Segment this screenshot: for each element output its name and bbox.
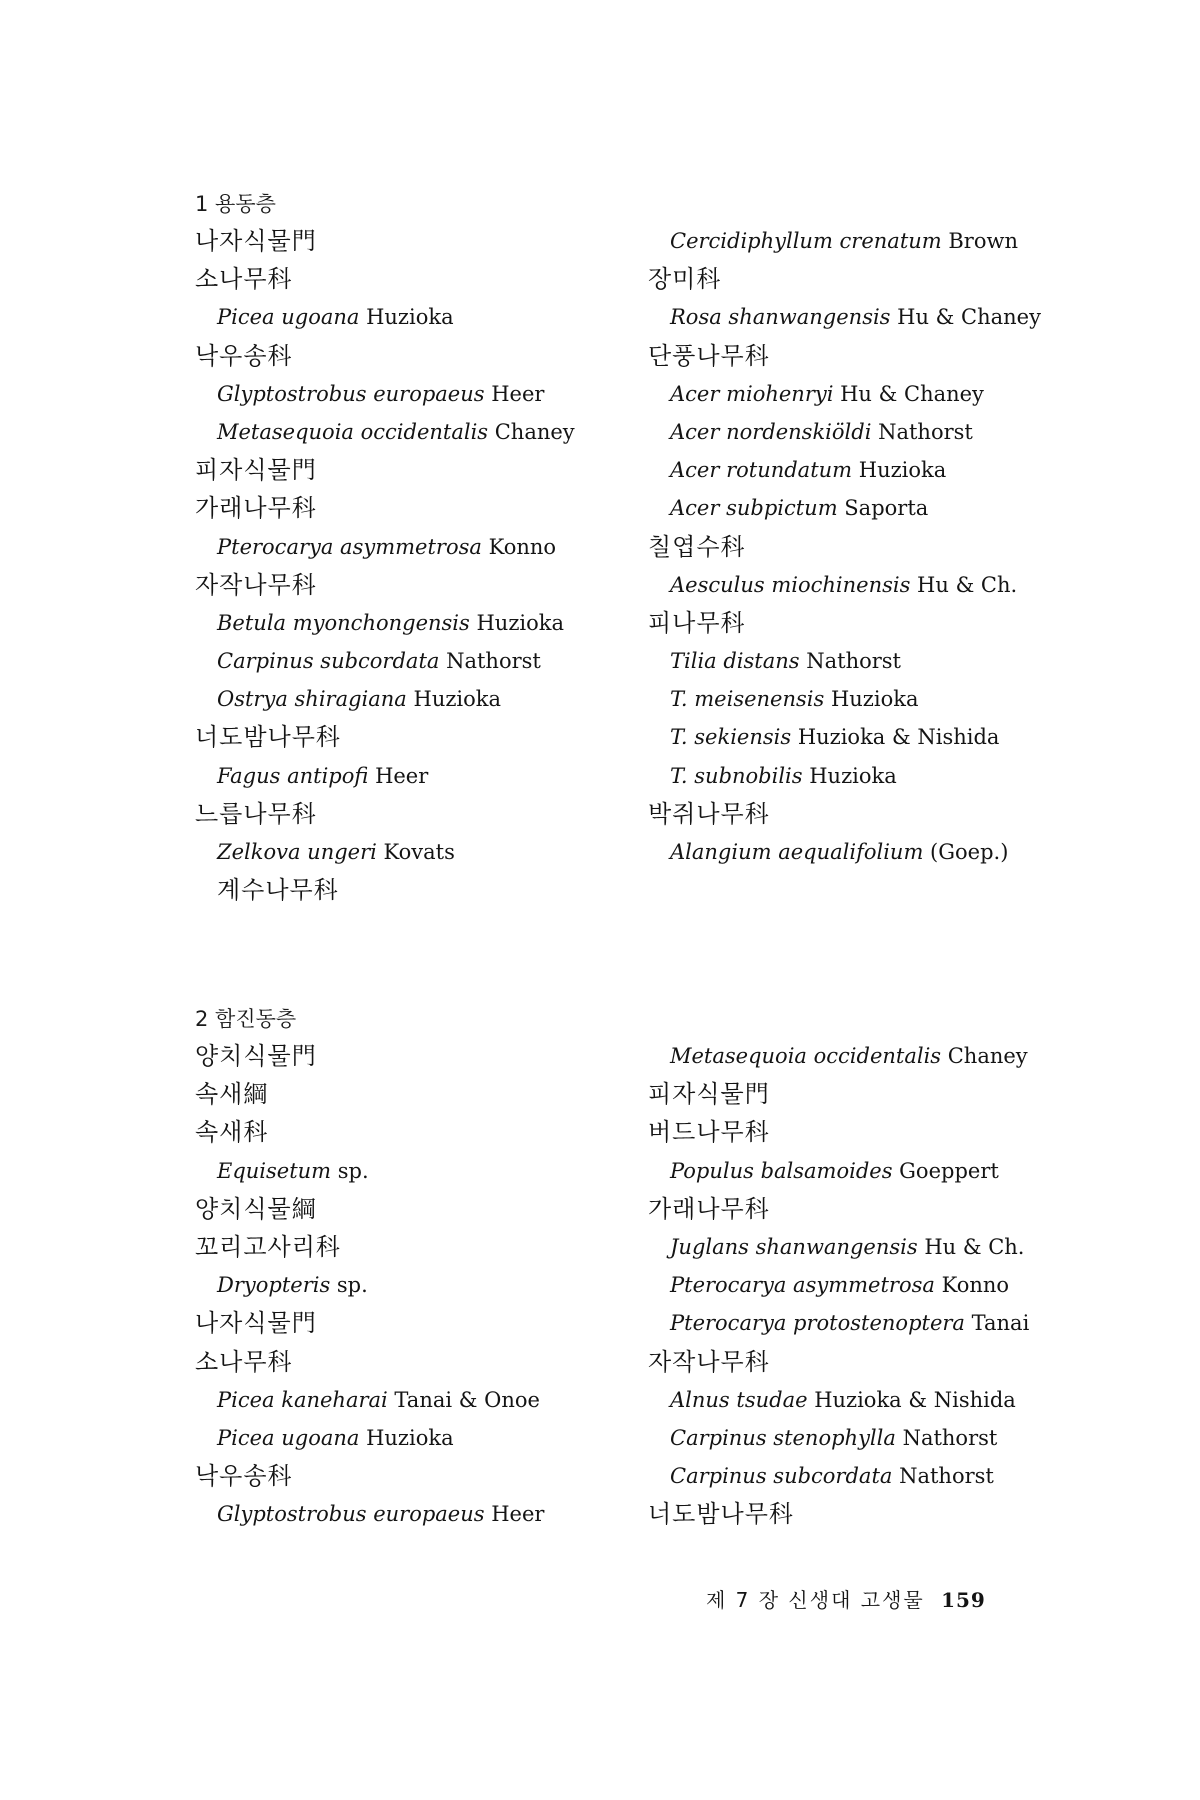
taxon-heading: 소나무科 [195,1347,293,1376]
species-entry [648,1228,1029,1266]
taxon-heading: 느릅나무科 [195,799,317,828]
page-number: 159 [941,1588,986,1612]
species-entry [195,1266,544,1304]
species-entry [648,718,1041,756]
species-author: Konno [481,534,557,559]
species-name: T. subnobilis [670,763,803,788]
species-name: Juglans shanwangensis [670,1234,918,1259]
species-entry [195,1495,544,1533]
species-author: Huzioka & Nishida [807,1387,1016,1412]
species-entry [648,1037,1029,1075]
species-entry [195,375,575,413]
species-author: Huzioka [359,1425,454,1450]
species-name: Fagus antipofi [217,763,369,788]
species-author: Heer [484,381,545,406]
species-name: Pterocarya protostenoptera [670,1311,965,1336]
species-author: Huzioka [852,458,947,483]
species-entry [648,642,1041,680]
species-name: Glyptostrobus europaeus [217,1502,485,1527]
species-name: Alangium aequalifolium [670,840,924,864]
species-author: Kovats [376,840,455,864]
species-name: T. sekiensis [670,725,792,750]
species-name: Acer nordenskiöldi [670,419,872,444]
species-author: sp. [330,1273,368,1298]
species-name: Carpinus stenophylla [670,1425,896,1450]
species-entry [648,489,1041,527]
species-author: Hu & Ch. [917,1234,1025,1259]
species-name: Picea ugoana [217,1425,360,1450]
species-entry [195,298,575,336]
species-name: Picea ugoana [217,305,360,330]
species-author: Hu & Chaney [890,305,1041,330]
section-1-left-column [195,222,575,909]
species-author: Huzioka [824,687,919,712]
species-author: Heer [484,1502,545,1527]
taxon-heading: 꼬리고사리科 [195,1232,341,1261]
species-name: Dryopteris [217,1273,331,1298]
taxon-heading: 피자식물門 [648,1080,770,1109]
taxon-heading: 가래나무科 [195,494,317,523]
taxon-heading: 나자식물門 [195,227,317,255]
species-name: Rosa shanwangensis [670,305,891,330]
species-name: Metasequoia occidentalis [670,1044,942,1068]
species-entry [648,1419,1029,1457]
species-name: Pterocarya asymmetrosa [217,534,482,559]
species-name: Picea kaneharai [217,1387,388,1412]
species-entry [648,1152,1029,1190]
species-author: Chaney [941,1044,1028,1068]
species-entry [648,680,1041,718]
species-name: Equisetum [217,1158,332,1183]
taxon-heading: 계수나무科 [217,876,339,905]
species-name: Acer rotundatum [670,458,853,483]
species-author: Nathorst [799,649,901,674]
section-1-right-column [648,222,1041,871]
taxon-heading: 피나무科 [648,608,746,637]
species-author: Huzioka [406,687,502,712]
taxon-heading: 낙우송科 [195,1462,293,1491]
species-entry [195,528,575,566]
taxon-heading: 단풍나무科 [648,341,770,370]
species-entry [195,833,575,871]
species-author: Chaney [488,419,575,444]
taxon-heading: 속새科 [195,1118,269,1147]
page-footer [706,1584,986,1613]
taxon-heading: 박쥐나무科 [648,799,770,828]
species-author: (Goep.) [923,840,1009,864]
species-author: Nathorst [439,649,541,674]
species-entry [195,1152,544,1190]
species-author: Nathorst [895,1425,998,1450]
species-author: Nathorst [871,419,973,444]
species-entry [648,757,1041,795]
taxon-heading: 너도밤나무科 [648,1500,794,1529]
species-name: Metasequoia occidentalis [217,419,489,444]
taxon-heading: 소나무科 [195,265,293,294]
species-name: Alnus tsudae [670,1387,808,1412]
species-entry [195,1381,544,1419]
species-name: Glyptostrobus europaeus [217,381,485,406]
taxon-heading: 낙우송科 [195,341,293,370]
species-entry [195,1419,544,1457]
species-author: Huzioka & Nishida [791,725,1000,750]
taxon-heading: 피자식물門 [195,456,317,485]
species-entry [648,298,1041,336]
species-entry [648,1304,1029,1342]
species-author: Hu & Ch. [910,572,1018,597]
taxon-heading: 양치식물門 [195,1042,317,1070]
species-name: Tilia distans [670,649,800,674]
species-entry [195,413,575,451]
species-entry [648,1457,1029,1495]
section-2-right-column [648,1037,1029,1533]
species-name: T. meisenensis [670,687,825,712]
species-author: Tanai [964,1311,1030,1336]
taxon-heading: 가래나무科 [648,1194,770,1223]
species-name: Zelkova ungeri [217,840,377,864]
species-author: Huzioka [469,610,564,635]
species-name: Pterocarya asymmetrosa [670,1273,935,1298]
species-name: Betula myonchongensis [217,610,470,635]
section-1-title: 1 용동층 [195,192,276,216]
species-entry [195,680,575,718]
section-2-title: 2 함진동층 [195,1007,297,1031]
species-author: Brown [941,229,1018,253]
species-author: Goeppert [892,1158,999,1183]
species-author: Heer [368,763,429,788]
species-author: sp. [331,1158,369,1183]
species-entry [648,413,1041,451]
taxon-heading: 나자식물門 [195,1309,317,1338]
species-name: Carpinus subcordata [217,649,440,674]
taxon-heading: 장미科 [648,265,722,294]
chapter-title: 제 7 장 신생대 고생물 [706,1588,925,1612]
species-entry [648,1381,1029,1419]
taxon-heading: 버드나무科 [648,1118,770,1147]
section-2-left-column [195,1037,544,1533]
species-entry [195,757,575,795]
species-author: Nathorst [892,1464,994,1489]
species-entry [195,604,575,642]
species-entry [648,1266,1029,1304]
species-author: Tanai & Onoe [387,1387,540,1412]
species-entry [648,566,1041,604]
species-name: Aesculus miochinensis [670,572,911,597]
taxon-heading: 칠엽수科 [648,532,746,561]
species-author: Huzioka [802,763,897,788]
species-author: Konno [934,1273,1010,1298]
taxon-heading: 자작나무科 [648,1347,770,1376]
species-name: Cercidiphyllum crenatum [670,229,942,253]
species-entry [195,642,575,680]
taxon-heading: 속새綱 [195,1080,269,1109]
species-name: Acer subpictum [670,496,838,521]
species-name: Acer miohenryi [670,381,834,406]
species-entry [648,833,1041,871]
species-author: Huzioka [359,305,454,330]
species-name: Populus balsamoides [670,1158,893,1183]
species-entry [648,375,1041,413]
taxon-heading: 양치식물綱 [195,1194,317,1223]
species-name: Carpinus subcordata [670,1464,893,1489]
species-entry [648,222,1041,260]
taxon-heading: 자작나무科 [195,570,317,599]
species-name: Ostrya shiragiana [217,687,407,712]
species-entry [648,451,1041,489]
species-author: Saporta [837,496,929,521]
species-author: Hu & Chaney [833,381,984,406]
taxon-heading: 너도밤나무科 [195,723,341,752]
